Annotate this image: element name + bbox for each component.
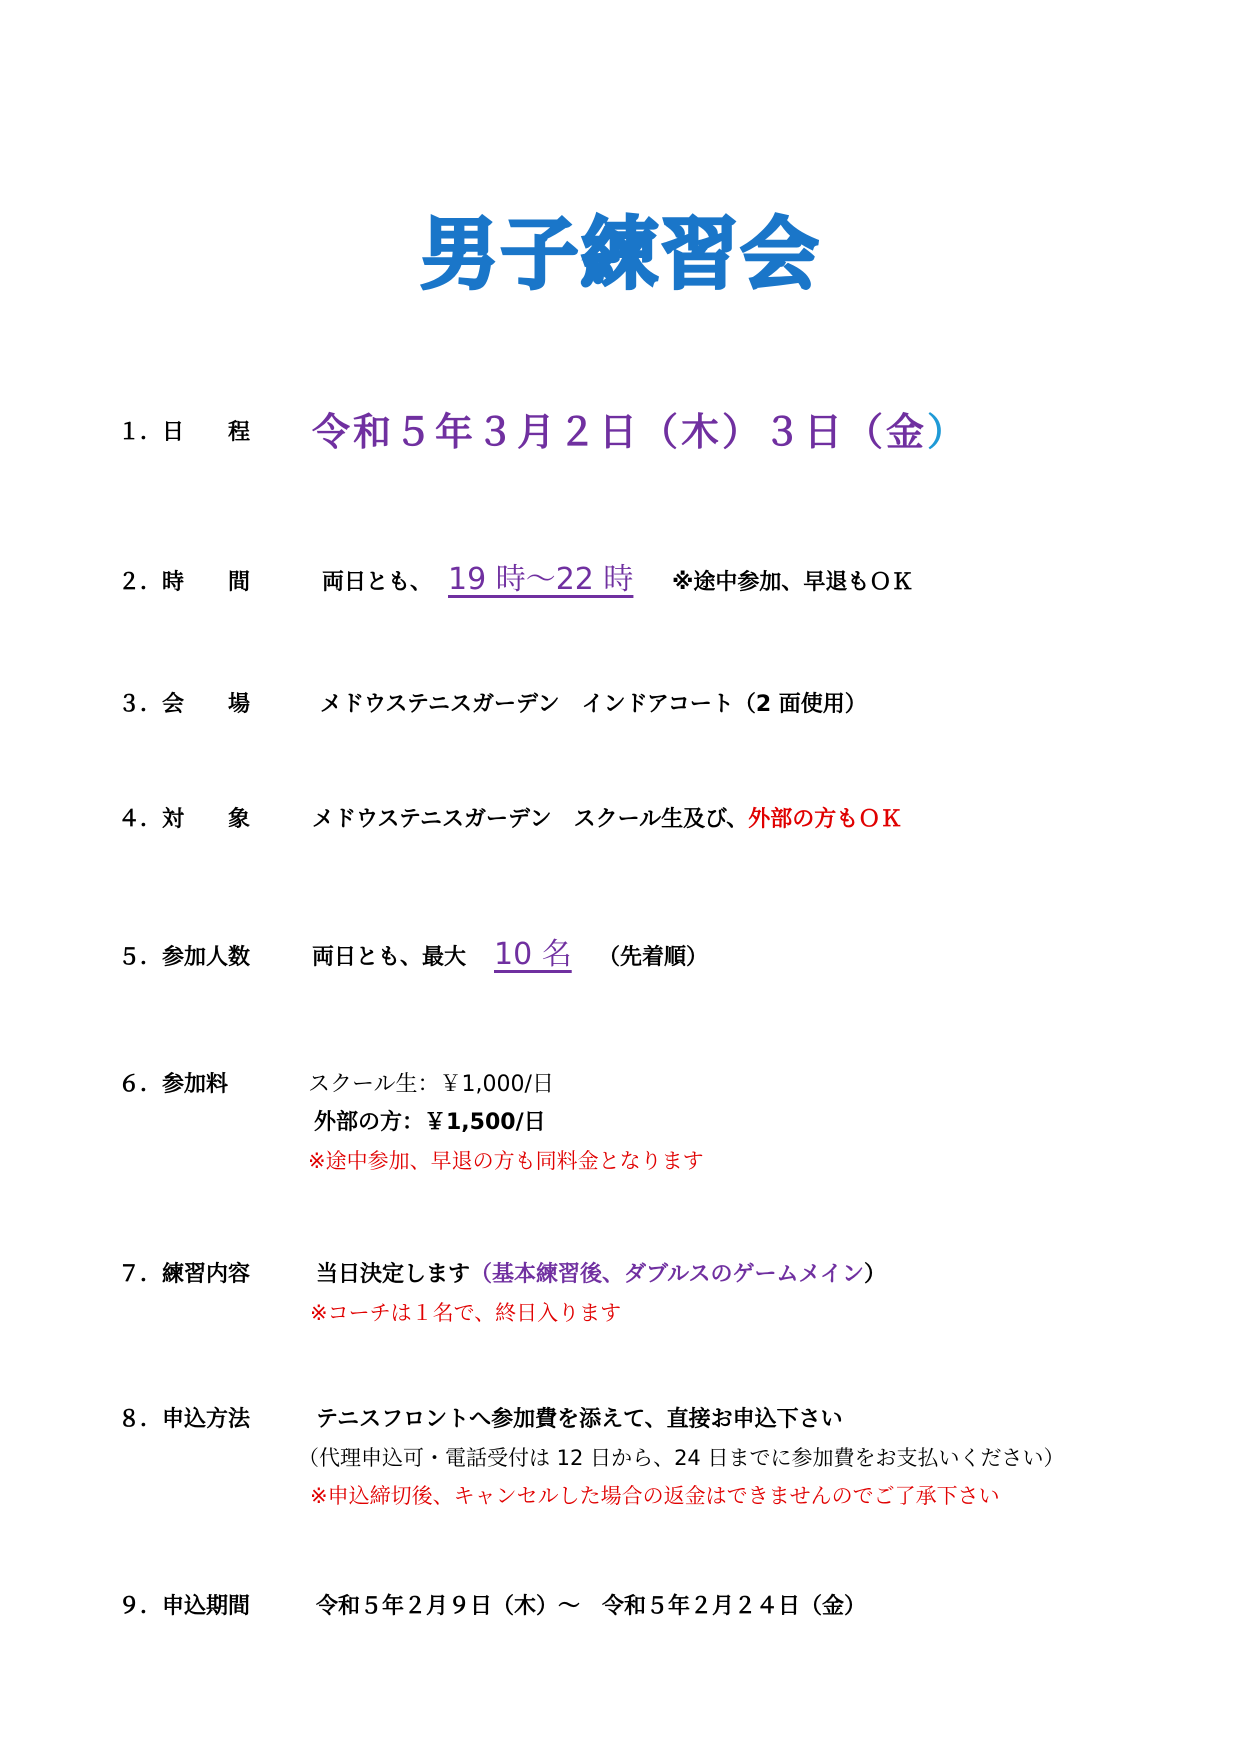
fee-outside: 外部の方：￥1,500/日 — [314, 1110, 546, 1135]
fee-school: スクール生：￥1,000/日 — [308, 1072, 554, 1097]
item-label: ２．時 間 — [118, 570, 251, 595]
target-text — [312, 805, 902, 835]
item-label: ４．対 象 — [118, 807, 251, 832]
item-label: ３．会 場 — [118, 692, 251, 717]
period-text: 令和５年２月９日（木）～ 令和５年２月２４日（金） — [316, 1594, 867, 1619]
target-main: メドウステニスガーデン スクール生及び、 — [312, 807, 749, 832]
content-text — [316, 1260, 886, 1290]
item-label: ７．練習内容 — [118, 1262, 251, 1287]
item-label: ８．申込方法 — [118, 1407, 251, 1432]
fee-note: ※途中参加、早退の方も同料金となります — [308, 1149, 704, 1173]
target-highlight: 外部の方もＯＫ — [748, 807, 903, 832]
time-range: 19 時～22 時 — [448, 562, 634, 597]
time-note: ※途中参加、早退もＯＫ — [672, 570, 914, 595]
participants-suffix: （先着順） — [598, 945, 709, 970]
content-note: ※コーチは１名で、終日入ります — [310, 1301, 622, 1325]
venue-text: メドウステニスガーデン インドアコート（2 面使用） — [320, 692, 867, 717]
participants-prefix: 両日とも、最大 — [312, 945, 467, 970]
item-label: １．日 程 — [118, 420, 251, 445]
event-dates-end: ） — [927, 410, 969, 454]
item-label: ９．申込期間 — [118, 1594, 251, 1619]
application-note: （代理申込可・電話受付は 12 日から、24 日までに参加費をお支払いください） — [298, 1446, 1065, 1470]
page-title: 男子練習会 — [420, 210, 821, 300]
participants-count: 10 名 — [494, 937, 572, 972]
item-label: ６．参加料 — [118, 1072, 229, 1097]
application-text: テニスフロントへ参加費を添えて、直接お申込下さい — [316, 1407, 843, 1432]
content-detail-end: ） — [864, 1262, 887, 1287]
application-warning: ※申込締切後、キャンセルした場合の返金はできませんのでご了承下さい — [310, 1484, 1000, 1508]
event-dates — [312, 410, 968, 454]
event-dates-main: 令和５年３月２日（木）３日（金 — [312, 410, 928, 454]
content-detail: （基本練習後、ダブルスのゲームメイン — [470, 1262, 865, 1287]
content-main: 当日決定します — [316, 1262, 471, 1287]
item-label: ５．参加人数 — [118, 945, 251, 970]
time-prefix: 両日とも、 — [322, 570, 433, 595]
